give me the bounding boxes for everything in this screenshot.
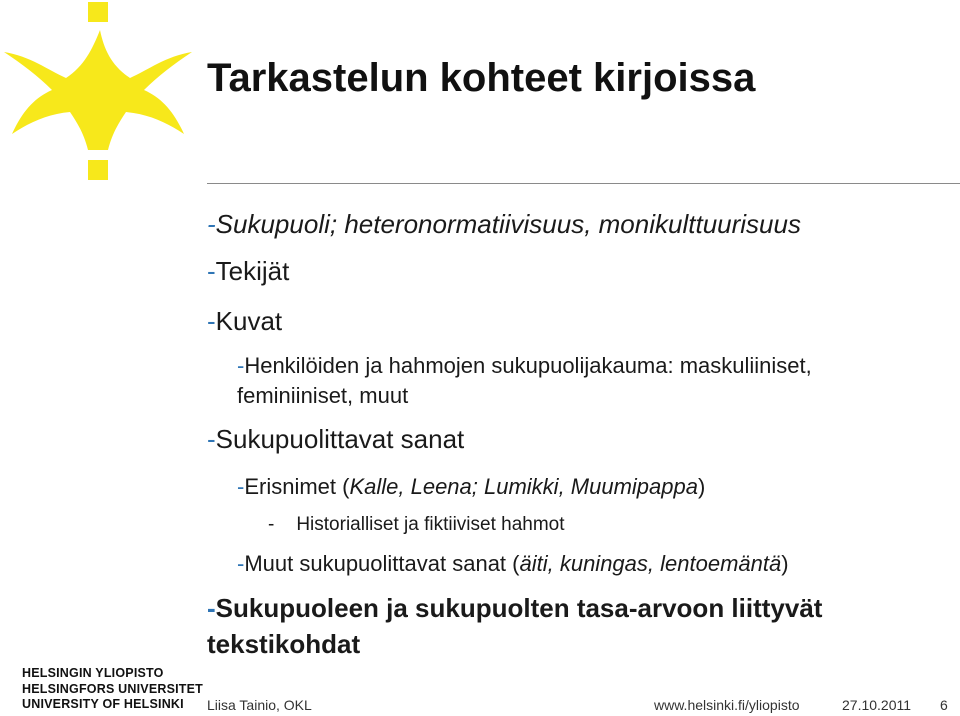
- bullet-text: Sukupuolittavat sanat: [215, 424, 465, 454]
- bullet-text: Historialliset ja fiktiiviset hahmot: [296, 514, 565, 535]
- subbullet-henkiloiden-continuation: [237, 383, 408, 409]
- bullet-dash: -: [207, 256, 216, 286]
- bullet-text: Tekijät: [215, 256, 290, 286]
- footer-date: 27.10.2011: [842, 697, 912, 713]
- bullet-text-italic: äiti, kuningas, lentoemäntä: [519, 551, 782, 576]
- bullet-tekijat: [207, 256, 289, 287]
- bullet-kuvat: [207, 306, 282, 337]
- bullet-text: feminiiniset, muut: [237, 383, 409, 408]
- university-name-block: [22, 666, 203, 713]
- bullet-dash: -: [237, 474, 245, 499]
- footer-url: www.helsinki.fi/yliopisto: [654, 697, 800, 713]
- bullet-text: ): [697, 474, 706, 499]
- slide-title: Tarkastelun kohteet kirjoissa: [207, 56, 756, 100]
- footer-page-number: 6: [940, 697, 948, 713]
- bullet-tasa-arvo: [207, 593, 822, 624]
- bullet-text: Sukupuoli; heteronormatiivisuus, monikulttuurisuus: [215, 209, 801, 239]
- bullet-dash: -: [207, 424, 216, 454]
- university-name-fi: HELSINGIN YLIOPISTO: [22, 666, 164, 680]
- university-name-sv: HELSINGFORS UNIVERSITET: [22, 681, 204, 696]
- bullet-sukupuolittavat: [207, 424, 464, 455]
- subbullet-muut: [237, 551, 789, 577]
- subbullet-henkiloiden: [237, 353, 812, 379]
- bullet-dash: -: [268, 514, 275, 535]
- bullet-dash: -: [207, 593, 216, 623]
- footer-author: Liisa Tainio, OKL: [207, 697, 312, 713]
- bullet-text: Muut sukupuolittavat sanat (: [244, 551, 520, 576]
- subsubbullet-historialliset: [268, 514, 565, 536]
- bullet-dash: -: [207, 209, 216, 239]
- bullet-text: Kuvat: [215, 306, 283, 336]
- bullet-dash: -: [237, 551, 245, 576]
- bullet-text: Henkilöiden ja hahmojen sukupuolijakauma: maskuliiniset,: [244, 353, 812, 378]
- bullet-text: tekstikohdat: [207, 629, 361, 659]
- bullet-tasa-arvo-continuation: [207, 629, 360, 660]
- university-name-en: UNIVERSITY OF HELSINKI: [22, 697, 184, 711]
- bullet-text: Sukupuoleen ja sukupuolten tasa-arvoon liittyvät: [215, 593, 823, 623]
- university-flame-logo-icon: [0, 0, 200, 200]
- subbullet-erisnimet: [237, 474, 705, 500]
- bullet-dash: -: [207, 306, 216, 336]
- bullet-text-italic: Kalle, Leena; Lumikki, Muumipappa: [349, 474, 698, 499]
- bullet-sukupuoli: [207, 209, 801, 240]
- bullet-text: ): [781, 551, 789, 576]
- bullet-dash: -: [237, 353, 245, 378]
- bullet-text: Erisnimet (: [244, 474, 350, 499]
- title-divider: [207, 183, 960, 184]
